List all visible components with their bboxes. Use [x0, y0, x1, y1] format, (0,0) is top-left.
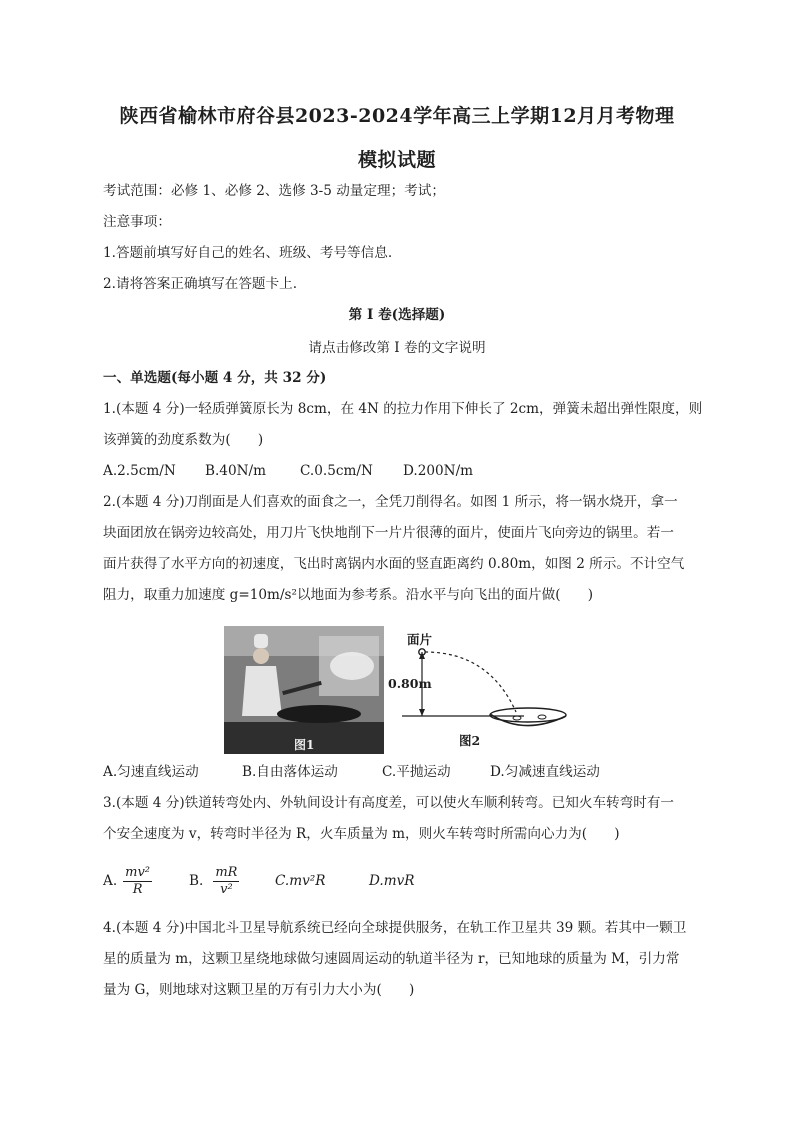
notice-heading: 注意事项： [103, 214, 171, 230]
q2-option-a: A.匀速直线运动 [103, 764, 199, 780]
q3-option-b-fraction: $\frac{mR}{\text{v²}}$ [215, 865, 238, 897]
q3-line2: 个安全速度为 v，转弯时半径为 R，火车质量为 m，则火车转弯时所需向心力为( ) [103, 826, 620, 842]
q1-option-c: C.0.5cm/N [300, 463, 373, 479]
exam-title-line1: 陕西省榆林市府谷县2023-2024学年高三上学期12月月考物理 [119, 105, 675, 127]
q1-option-a: A.2.5cm/N [103, 463, 176, 479]
q3-option-b: B. $\frac{mR}{\text{v²}}$ [189, 865, 238, 897]
q4-line1: 4.(本题 4 分)中国北斗卫星导航系统已经向全球提供服务，在轨工作卫星共 39 颗。若其中一颗卫 [103, 920, 687, 936]
trajectory-path [425, 652, 516, 712]
q1-options [103, 461, 473, 481]
fig2-label: 图2 [459, 733, 481, 748]
q2-line1: 2.(本题 4 分)刀削面是人们喜欢的面食之一，全凭刀削得名。如图 1 所示，将一锅水烧开，拿一 [103, 494, 678, 510]
q2-line2: 块面团放在锅旁边较高处，用刀片飞快地削下一片片很薄的面片，使面片飞向旁边的锅里。若一 [103, 525, 674, 541]
q3-option-a: A. $\frac{\text{mv²}}{R}$ [103, 865, 151, 897]
piece-label: 面片 [407, 632, 433, 647]
chef-photo-drawing [224, 626, 384, 754]
fig1-label: 图1 [294, 738, 315, 752]
volume-note: 请点击修改第 I 卷的文字说明 [308, 340, 486, 356]
q2-option-c: C.平抛运动 [382, 764, 451, 780]
q3-options [103, 862, 415, 900]
exam-scope: 考试范围：必修 1、必修 2、选修 3-5 动量定理；考试； [103, 183, 445, 199]
q1-option-d: D.200N/m [403, 463, 474, 479]
q3-option-d: D.mvR [369, 873, 415, 889]
q2-option-d: D.匀减速直线运动 [490, 764, 600, 780]
chef-photo [224, 626, 384, 754]
q1-option-b: B.40N/m [205, 463, 266, 479]
q2-line4: 阻力，取重力加速度 g=10m/s²以地面为参考系。沿水平与向飞出的面片做( ) [103, 587, 594, 603]
q1-line1: 1.(本题 4 分)一轻质弹簧原长为 8cm，在 4N 的拉力作用下伸长了 2cm，弹簧未超出弹性限度，则 [103, 401, 703, 417]
q3-line1: 3.(本题 4 分)铁道转弯处内、外轨间设计有高度差，可以使火车顺利转弯。已知火车转弯时有一 [103, 795, 675, 811]
height-label: 0.80m [388, 676, 432, 691]
q1-line2: 该弹簧的劲度系数为( ) [103, 432, 264, 448]
exam-title-line2: 模拟试题 [357, 149, 436, 171]
notice-item-2: 2.请将答案正确填写在答题卡上. [103, 276, 298, 292]
q2-line3: 面片获得了水平方向的初速度，飞出时离锅内水面的竖直距离约 0.80m，如图 2 所示。不计空气 [103, 556, 685, 572]
trajectory-diagram [388, 624, 584, 756]
section-heading-single-choice: 一、单选题(每小题 4 分，共 32 分) [103, 370, 327, 386]
height-arrow-bottom [419, 709, 425, 716]
q3-option-a-fraction: $\frac{\text{mv²}}{R}$ [125, 865, 151, 897]
wok-rim [490, 708, 566, 722]
q4-line2: 星的质量为 m，这颗卫星绕地球做匀速圆周运动的轨道半径为 r，已知地球的质量为 M，引力常 [103, 951, 680, 967]
q4-line3: 量为 G，则地球对这颗卫星的万有引力大小为( ) [103, 982, 415, 998]
q2-options [103, 762, 600, 782]
volume-title: 第 I 卷(选择题) [348, 307, 446, 323]
q3-option-c: C.mv²R [275, 873, 326, 889]
q2-figure [224, 624, 584, 756]
notice-item-1: 1.答题前填写好自己的姓名、班级、考号等信息. [103, 245, 393, 261]
noodle-in-wok-2 [538, 715, 546, 719]
q2-option-b: B.自由落体运动 [242, 764, 338, 780]
